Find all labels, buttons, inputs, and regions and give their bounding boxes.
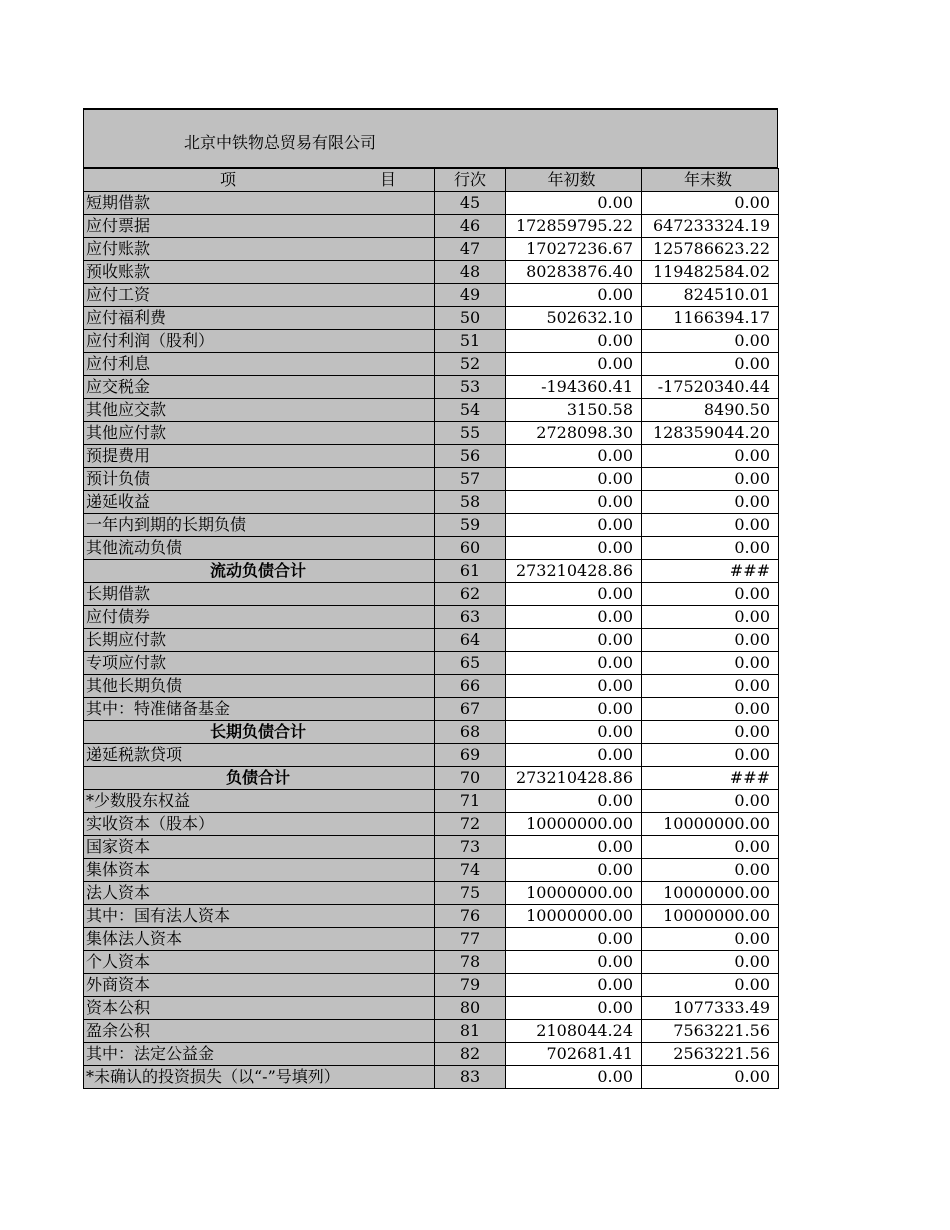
table-row bbox=[84, 307, 779, 330]
row-end: 0.00 bbox=[642, 353, 779, 376]
row-begin: 0.00 bbox=[506, 330, 642, 353]
header-item-left: 项 bbox=[219, 170, 236, 189]
row-line: 57 bbox=[435, 468, 506, 491]
table-row bbox=[84, 882, 779, 905]
row-end: 0.00 bbox=[642, 606, 779, 629]
row-name: 其他应付款 bbox=[84, 422, 435, 445]
table-row bbox=[84, 353, 779, 376]
row-name: 其他应交款 bbox=[84, 399, 435, 422]
row-end: 0.00 bbox=[642, 445, 779, 468]
row-end: 0.00 bbox=[642, 951, 779, 974]
row-line: 83 bbox=[435, 1066, 506, 1089]
row-end: ### bbox=[642, 560, 779, 583]
row-end: 0.00 bbox=[642, 652, 779, 675]
row-end: 1077333.49 bbox=[642, 997, 779, 1020]
row-name: 专项应付款 bbox=[84, 652, 435, 675]
row-end: -17520340.44 bbox=[642, 376, 779, 399]
row-begin: 0.00 bbox=[506, 675, 642, 698]
row-end: 0.00 bbox=[642, 744, 779, 767]
row-end: 10000000.00 bbox=[642, 882, 779, 905]
row-line: 48 bbox=[435, 261, 506, 284]
row-name: 法人资本 bbox=[84, 882, 435, 905]
row-name: 长期负债合计 bbox=[84, 721, 435, 744]
row-name: 预提费用 bbox=[84, 445, 435, 468]
row-begin: 0.00 bbox=[506, 997, 642, 1020]
table-row bbox=[84, 951, 779, 974]
row-name: 应付利润（股利） bbox=[84, 330, 435, 353]
row-begin: 10000000.00 bbox=[506, 882, 642, 905]
row-begin: 0.00 bbox=[506, 629, 642, 652]
row-name: 实收资本（股本） bbox=[84, 813, 435, 836]
row-name: 应付票据 bbox=[84, 215, 435, 238]
row-begin: 0.00 bbox=[506, 284, 642, 307]
row-line: 73 bbox=[435, 836, 506, 859]
row-line: 50 bbox=[435, 307, 506, 330]
row-end: 0.00 bbox=[642, 790, 779, 813]
row-name: *未确认的投资损失（以“-”号填列） bbox=[84, 1066, 435, 1089]
row-begin: 0.00 bbox=[506, 928, 642, 951]
table-row bbox=[84, 491, 779, 514]
row-end: 0.00 bbox=[642, 583, 779, 606]
row-line: 49 bbox=[435, 284, 506, 307]
row-begin: 17027236.67 bbox=[506, 238, 642, 261]
table-row bbox=[84, 330, 779, 353]
row-name: 递延税款贷项 bbox=[84, 744, 435, 767]
row-begin: 2108044.24 bbox=[506, 1020, 642, 1043]
row-name: 应付福利费 bbox=[84, 307, 435, 330]
row-begin: 0.00 bbox=[506, 974, 642, 997]
row-end: 0.00 bbox=[642, 514, 779, 537]
row-end: 119482584.02 bbox=[642, 261, 779, 284]
row-end: 0.00 bbox=[642, 537, 779, 560]
header-item bbox=[84, 169, 435, 192]
row-name: 其他流动负债 bbox=[84, 537, 435, 560]
row-line: 52 bbox=[435, 353, 506, 376]
table-row bbox=[84, 836, 779, 859]
table-row bbox=[84, 192, 779, 215]
row-name: 应交税金 bbox=[84, 376, 435, 399]
table-row bbox=[84, 514, 779, 537]
row-end: 128359044.20 bbox=[642, 422, 779, 445]
row-begin: 2728098.30 bbox=[506, 422, 642, 445]
row-name: 其中：特准储备基金 bbox=[84, 698, 435, 721]
row-line: 66 bbox=[435, 675, 506, 698]
table-row bbox=[84, 399, 779, 422]
table-row bbox=[84, 790, 779, 813]
row-name: 其中：法定公益金 bbox=[84, 1043, 435, 1066]
row-end: 125786623.22 bbox=[642, 238, 779, 261]
row-end: 0.00 bbox=[642, 721, 779, 744]
table-row bbox=[84, 1020, 779, 1043]
row-end: 10000000.00 bbox=[642, 905, 779, 928]
row-end: 0.00 bbox=[642, 974, 779, 997]
table-row bbox=[84, 744, 779, 767]
row-begin: 0.00 bbox=[506, 836, 642, 859]
table-row bbox=[84, 698, 779, 721]
row-line: 51 bbox=[435, 330, 506, 353]
row-end: 0.00 bbox=[642, 629, 779, 652]
company-name: 北京中铁物总贸易有限公司 bbox=[184, 133, 377, 152]
table-row bbox=[84, 445, 779, 468]
row-name: 其他长期负债 bbox=[84, 675, 435, 698]
title-box bbox=[83, 110, 778, 168]
row-end: 0.00 bbox=[642, 1066, 779, 1089]
row-begin: 502632.10 bbox=[506, 307, 642, 330]
table-row bbox=[84, 376, 779, 399]
row-begin: 0.00 bbox=[506, 491, 642, 514]
row-begin: 0.00 bbox=[506, 721, 642, 744]
table-row bbox=[84, 675, 779, 698]
row-begin: 10000000.00 bbox=[506, 905, 642, 928]
row-line: 62 bbox=[435, 583, 506, 606]
row-line: 72 bbox=[435, 813, 506, 836]
row-name: 资本公积 bbox=[84, 997, 435, 1020]
row-line: 47 bbox=[435, 238, 506, 261]
row-line: 75 bbox=[435, 882, 506, 905]
row-begin: 0.00 bbox=[506, 790, 642, 813]
header-line: 行次 bbox=[435, 169, 506, 192]
table-row bbox=[84, 468, 779, 491]
table-row bbox=[84, 284, 779, 307]
row-line: 79 bbox=[435, 974, 506, 997]
table-row bbox=[84, 629, 779, 652]
row-name: 其中：国有法人资本 bbox=[84, 905, 435, 928]
row-line: 45 bbox=[435, 192, 506, 215]
liabilities-table bbox=[83, 168, 779, 1089]
row-name: 一年内到期的长期负债 bbox=[84, 514, 435, 537]
table-row bbox=[84, 215, 779, 238]
row-name: 短期借款 bbox=[84, 192, 435, 215]
row-begin: 0.00 bbox=[506, 859, 642, 882]
row-name: 预收账款 bbox=[84, 261, 435, 284]
row-begin: 10000000.00 bbox=[506, 813, 642, 836]
row-line: 58 bbox=[435, 491, 506, 514]
row-begin: 0.00 bbox=[506, 537, 642, 560]
row-line: 82 bbox=[435, 1043, 506, 1066]
row-name: 应付利息 bbox=[84, 353, 435, 376]
row-begin: 273210428.86 bbox=[506, 560, 642, 583]
row-begin: 702681.41 bbox=[506, 1043, 642, 1066]
row-line: 71 bbox=[435, 790, 506, 813]
header-end: 年末数 bbox=[642, 169, 779, 192]
table-row bbox=[84, 537, 779, 560]
row-line: 61 bbox=[435, 560, 506, 583]
row-line: 55 bbox=[435, 422, 506, 445]
row-begin: 172859795.22 bbox=[506, 215, 642, 238]
row-end: 0.00 bbox=[642, 192, 779, 215]
row-end: 0.00 bbox=[642, 836, 779, 859]
table-row bbox=[84, 928, 779, 951]
header-begin: 年初数 bbox=[506, 169, 642, 192]
balance-sheet bbox=[83, 108, 778, 1089]
row-line: 63 bbox=[435, 606, 506, 629]
row-name: 应付债券 bbox=[84, 606, 435, 629]
row-line: 60 bbox=[435, 537, 506, 560]
row-name: *少数股东权益 bbox=[84, 790, 435, 813]
row-line: 54 bbox=[435, 399, 506, 422]
row-line: 67 bbox=[435, 698, 506, 721]
row-name: 外商资本 bbox=[84, 974, 435, 997]
row-end: 824510.01 bbox=[642, 284, 779, 307]
total-row bbox=[84, 767, 779, 790]
row-end: 0.00 bbox=[642, 330, 779, 353]
row-name: 长期应付款 bbox=[84, 629, 435, 652]
table-row bbox=[84, 606, 779, 629]
row-line: 56 bbox=[435, 445, 506, 468]
table-row bbox=[84, 813, 779, 836]
row-line: 78 bbox=[435, 951, 506, 974]
row-begin: 0.00 bbox=[506, 192, 642, 215]
row-begin: 3150.58 bbox=[506, 399, 642, 422]
row-name: 预计负债 bbox=[84, 468, 435, 491]
row-end: 8490.50 bbox=[642, 399, 779, 422]
header-row bbox=[84, 169, 779, 192]
row-end: 10000000.00 bbox=[642, 813, 779, 836]
table-row bbox=[84, 997, 779, 1020]
row-line: 81 bbox=[435, 1020, 506, 1043]
row-begin: 0.00 bbox=[506, 606, 642, 629]
row-line: 46 bbox=[435, 215, 506, 238]
table-row bbox=[84, 261, 779, 284]
row-line: 70 bbox=[435, 767, 506, 790]
row-end: 0.00 bbox=[642, 468, 779, 491]
row-end: 0.00 bbox=[642, 675, 779, 698]
total-row bbox=[84, 560, 779, 583]
row-begin: 0.00 bbox=[506, 951, 642, 974]
row-line: 77 bbox=[435, 928, 506, 951]
row-end: 647233324.19 bbox=[642, 215, 779, 238]
row-end: 1166394.17 bbox=[642, 307, 779, 330]
table-row bbox=[84, 1066, 779, 1089]
row-begin: 0.00 bbox=[506, 1066, 642, 1089]
row-name: 盈余公积 bbox=[84, 1020, 435, 1043]
row-begin: 0.00 bbox=[506, 583, 642, 606]
row-line: 65 bbox=[435, 652, 506, 675]
total-row bbox=[84, 721, 779, 744]
row-name: 应付账款 bbox=[84, 238, 435, 261]
row-name: 集体资本 bbox=[84, 859, 435, 882]
header-item-right: 目 bbox=[379, 170, 396, 189]
row-line: 76 bbox=[435, 905, 506, 928]
row-begin: 0.00 bbox=[506, 698, 642, 721]
row-begin: 0.00 bbox=[506, 744, 642, 767]
row-end: 0.00 bbox=[642, 698, 779, 721]
row-name: 集体法人资本 bbox=[84, 928, 435, 951]
row-name: 国家资本 bbox=[84, 836, 435, 859]
row-end: ### bbox=[642, 767, 779, 790]
row-name: 长期借款 bbox=[84, 583, 435, 606]
row-begin: 0.00 bbox=[506, 652, 642, 675]
table-row bbox=[84, 652, 779, 675]
row-line: 69 bbox=[435, 744, 506, 767]
row-begin: 0.00 bbox=[506, 353, 642, 376]
row-line: 80 bbox=[435, 997, 506, 1020]
row-begin: 273210428.86 bbox=[506, 767, 642, 790]
table-row bbox=[84, 238, 779, 261]
row-begin: 0.00 bbox=[506, 445, 642, 468]
row-name: 应付工资 bbox=[84, 284, 435, 307]
row-name: 负债合计 bbox=[84, 767, 435, 790]
row-line: 53 bbox=[435, 376, 506, 399]
row-line: 59 bbox=[435, 514, 506, 537]
row-end: 7563221.56 bbox=[642, 1020, 779, 1043]
row-end: 2563221.56 bbox=[642, 1043, 779, 1066]
row-line: 68 bbox=[435, 721, 506, 744]
row-begin: 0.00 bbox=[506, 468, 642, 491]
table-row bbox=[84, 974, 779, 997]
table-row bbox=[84, 1043, 779, 1066]
row-begin: 0.00 bbox=[506, 514, 642, 537]
table-row bbox=[84, 583, 779, 606]
table-row bbox=[84, 422, 779, 445]
row-end: 0.00 bbox=[642, 859, 779, 882]
row-end: 0.00 bbox=[642, 491, 779, 514]
row-line: 64 bbox=[435, 629, 506, 652]
table-row bbox=[84, 905, 779, 928]
row-name: 递延收益 bbox=[84, 491, 435, 514]
table-row bbox=[84, 859, 779, 882]
row-name: 流动负债合计 bbox=[84, 560, 435, 583]
row-begin: 80283876.40 bbox=[506, 261, 642, 284]
row-begin: -194360.41 bbox=[506, 376, 642, 399]
row-name: 个人资本 bbox=[84, 951, 435, 974]
row-end: 0.00 bbox=[642, 928, 779, 951]
row-line: 74 bbox=[435, 859, 506, 882]
